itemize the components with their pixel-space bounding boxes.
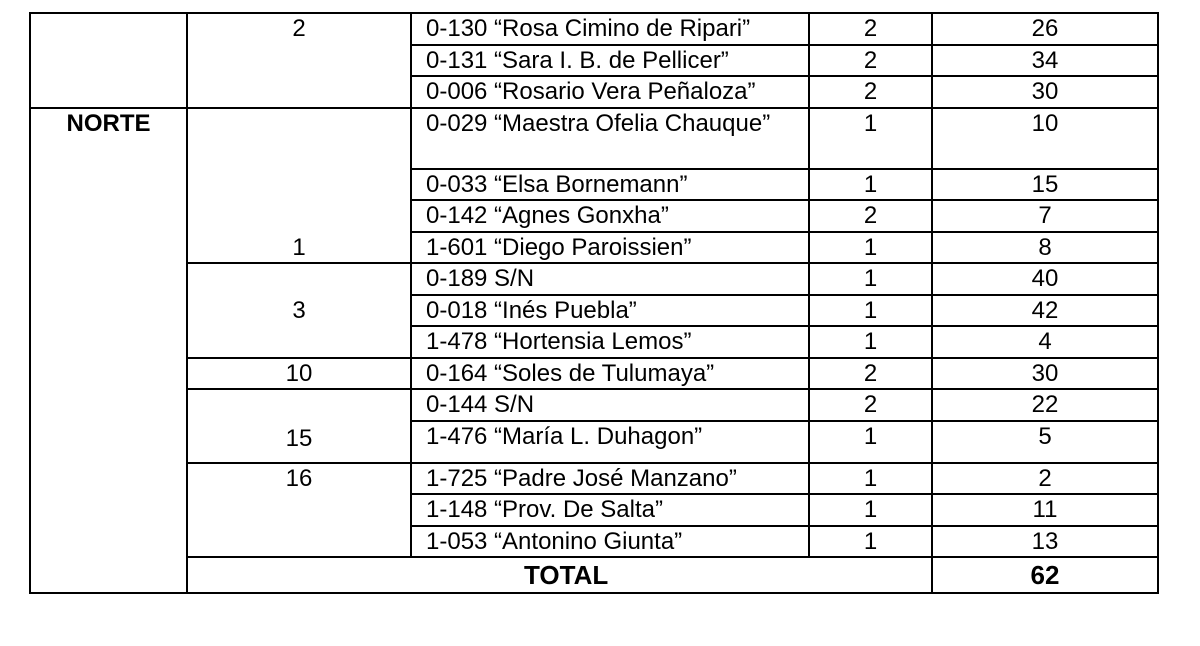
- col-b-value: 7: [932, 200, 1158, 232]
- section-number: 3: [187, 263, 411, 358]
- col-a-value: 2: [809, 389, 932, 421]
- school-name: 0-142 “Agnes Gonxha”: [411, 200, 809, 232]
- school-name: 0-006 “Rosario Vera Peñaloza”: [411, 76, 809, 108]
- col-b-value: 22: [932, 389, 1158, 421]
- school-name: 1-148 “Prov. De Salta”: [411, 494, 809, 526]
- schools-table: [29, 12, 1159, 594]
- school-name: 0-144 S/N: [411, 389, 809, 421]
- school-name: 1-725 “Padre José Manzano”: [411, 463, 809, 495]
- school-name: 0-189 S/N: [411, 263, 809, 295]
- col-a-value: 1: [809, 526, 932, 558]
- col-a-value: 1: [809, 494, 932, 526]
- school-name: 1-601 “Diego Paroissien”: [411, 232, 809, 264]
- col-a-value: 1: [809, 263, 932, 295]
- col-b-value: 2: [932, 463, 1158, 495]
- table-row: [30, 263, 1158, 295]
- col-a-value: 2: [809, 45, 932, 77]
- table-row: [30, 389, 1158, 421]
- col-a-value: 1: [809, 463, 932, 495]
- total-row: [30, 557, 1158, 593]
- col-b-value: 5: [932, 421, 1158, 463]
- school-name: 1-053 “Antonino Giunta”: [411, 526, 809, 558]
- col-a-value: 1: [809, 421, 932, 463]
- school-name: 1-476 “María L. Duhagon”: [411, 421, 809, 463]
- school-name: 0-033 “Elsa Bornemann”: [411, 169, 809, 201]
- col-a-value: 1: [809, 232, 932, 264]
- section-number: 16: [187, 463, 411, 558]
- col-b-value: 11: [932, 494, 1158, 526]
- col-a-value: 2: [809, 13, 932, 45]
- col-b-value: 26: [932, 13, 1158, 45]
- col-a-value: 2: [809, 200, 932, 232]
- table-row: [30, 108, 1158, 169]
- total-col-a: 62: [932, 557, 1158, 593]
- col-b-value: 10: [932, 108, 1158, 169]
- col-a-value: 2: [809, 76, 932, 108]
- zone-name: NORTE: [30, 108, 187, 594]
- section-number: 10: [187, 358, 411, 390]
- col-b-value: 4: [932, 326, 1158, 358]
- col-b-value: 40: [932, 263, 1158, 295]
- col-b-value: 30: [932, 358, 1158, 390]
- col-b-value: 15: [932, 169, 1158, 201]
- col-a-value: 1: [809, 295, 932, 327]
- col-b-value: 13: [932, 526, 1158, 558]
- col-a-value: 1: [809, 169, 932, 201]
- total-label-cell: [187, 557, 932, 593]
- table-row: [30, 358, 1158, 390]
- section-number: 2: [187, 13, 411, 108]
- col-a-value: 1: [809, 326, 932, 358]
- col-b-value: 30: [932, 76, 1158, 108]
- school-name: 0-130 “Rosa Cimino de Ripari”: [411, 13, 809, 45]
- col-a-value: 1: [809, 108, 932, 169]
- table-row: [30, 13, 1158, 45]
- school-name: 1-478 “Hortensia Lemos”: [411, 326, 809, 358]
- col-b-value: 42: [932, 295, 1158, 327]
- section-number: 1: [187, 108, 411, 264]
- school-name: 0-131 “Sara I. B. de Pellicer”: [411, 45, 809, 77]
- col-b-value: 34: [932, 45, 1158, 77]
- col-b-value: 8: [932, 232, 1158, 264]
- total-label: TOTAL: [524, 560, 609, 590]
- col-a-value: 2: [809, 358, 932, 390]
- school-name: 0-029 “Maestra Ofelia Chauque”: [411, 108, 809, 169]
- school-name: 0-018 “Inés Puebla”: [411, 295, 809, 327]
- school-name: 0-164 “Soles de Tulumaya”: [411, 358, 809, 390]
- zone-cell: [30, 13, 187, 108]
- table-row: [30, 463, 1158, 495]
- section-number: 15: [187, 389, 411, 463]
